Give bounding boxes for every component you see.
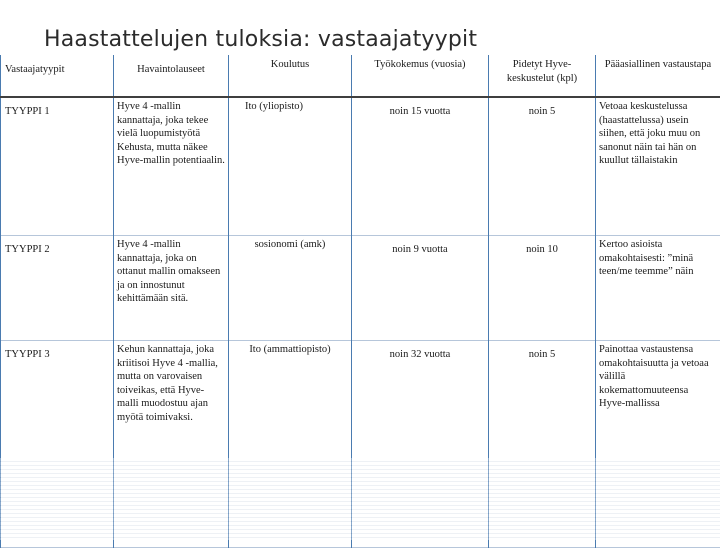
header-havaintolauseet: Havaintolauseet [114, 55, 229, 97]
header-vastaustapa: Pääasiallinen vastaustapa [596, 55, 720, 97]
slide-title: Haastattelujen tuloksia: vastaajatyypit [44, 27, 477, 52]
observation-cell: Hyve 4 -mallin kannattaja, joka on ottanut mallin omakseen ja on innostunut kehittämään sitä. [114, 236, 229, 341]
table-row [1, 236, 720, 341]
experience-cell: noin 32 vuotta [352, 341, 489, 548]
header-koulutus: Koulutus [229, 55, 352, 97]
style-cell: Vetoaa keskustelussa (haastattelussa) usein siihen, että joku muu on sanonut näin tai hän on kuullut tällaistakin [596, 97, 720, 236]
experience-cell: noin 15 vuotta [352, 97, 489, 236]
header-keskustelut: Pidetyt Hyve-keskustelut (kpl) [489, 55, 596, 97]
experience-cell: noin 9 vuotta [352, 236, 489, 341]
header-row [1, 55, 720, 97]
style-cell: Kertoo asioista omakohtaisesti: ”minä teen/me teemme” näin [596, 236, 720, 341]
style-cell: Painottaa vastaustensa omakohtaisuutta ja vetoaa välillä kokemattomuuteensa Hyve-mallissa [596, 341, 720, 548]
observation-cell: Hyve 4 -mallin kannattaja, joka tekee vielä luopumistyötä Kehusta, mutta näkee Hyve-mallin potentiaalin. [114, 97, 229, 236]
type-cell: TYYPPI 1 [1, 97, 114, 236]
table-row [1, 97, 720, 236]
education-cell: Ito (ammattiopisto) [229, 341, 352, 548]
discussions-cell: noin 5 [489, 97, 596, 236]
type-cell: TYYPPI 2 [1, 236, 114, 341]
education-cell: Ito (yliopisto) [229, 97, 352, 236]
bottom-lines-decoration [0, 458, 720, 540]
discussions-cell: noin 10 [489, 236, 596, 341]
type-cell: TYYPPI 3 [1, 341, 114, 548]
education-cell: sosionomi (amk) [229, 236, 352, 341]
header-vastaajatyypit: Vastaajatyypit [1, 55, 114, 97]
header-tyokokemus: Työkokemus (vuosia) [352, 55, 489, 97]
discussions-cell: noin 5 [489, 341, 596, 548]
observation-cell: Kehun kannattaja, joka kriitisoi Hyve 4 -mallia, mutta on varovaisen toiveikas, että Hyve-malli muodostuu ajan myötä toimivaksi. [114, 341, 229, 548]
